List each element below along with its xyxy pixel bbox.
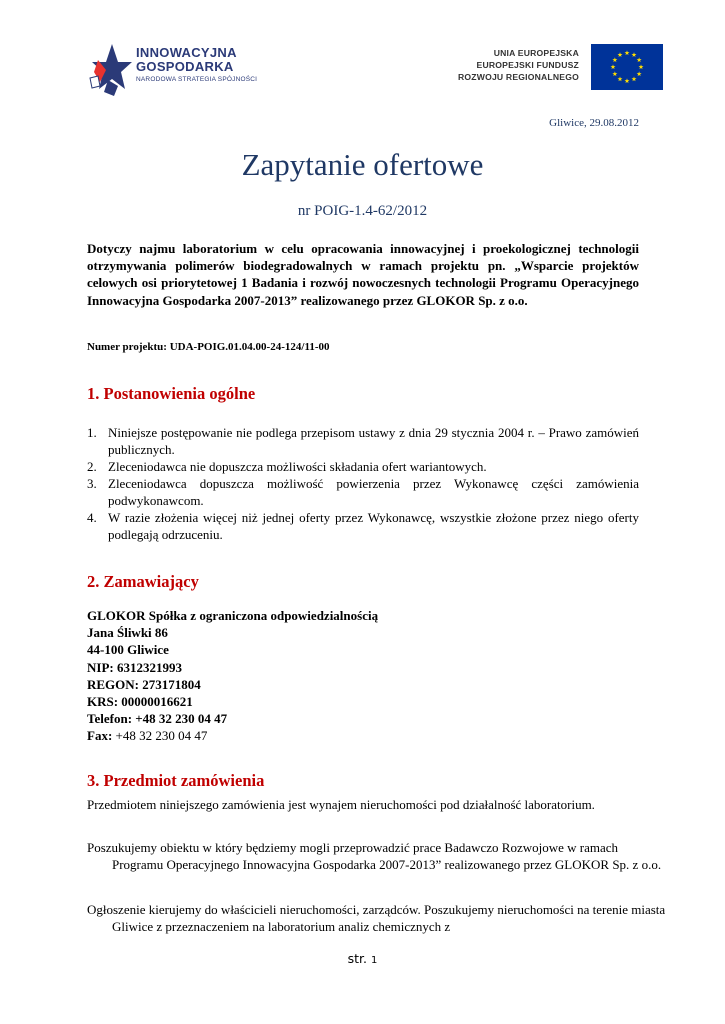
subject-paragraph: Ogłoszenie kierujemy do właścicieli nieruchomości, zarządców. Poszukujemy nieruchomości na terenie miasta Gliwice z przeznaczeniem na laboratorium analiz chemicznych z [87, 902, 666, 934]
list-item-number: 3. [87, 476, 97, 491]
phone-number: Telefon: +48 32 230 04 47 [87, 711, 228, 727]
eu-flag-icon [591, 44, 663, 90]
eu-star-icon [637, 57, 642, 62]
page-title: Zapytanie ofertowe [241, 147, 484, 182]
document-date: Gliwice, 29.08.2012 [549, 117, 639, 129]
list-item-text: Zleceniodawca dopuszcza możliwość powierzenia przez Wykonawcę części zamówienia podwykonawcom. [108, 476, 639, 508]
general-provisions-list [87, 424, 639, 543]
document-number: nr POIG-1.4-62/2012 [297, 203, 428, 219]
project-number: Numer projektu: UDA-POIG.01.04.00-24-124/11-00 [87, 341, 330, 353]
regon-number: REGON: 273171804 [87, 676, 201, 692]
page-footer [0, 951, 725, 966]
eu-star-icon [632, 52, 637, 57]
eu-star-icon [618, 52, 623, 57]
eu-star-icon [625, 78, 630, 83]
list-item-text: Niniejsze postępowanie nie podlega przepisom ustawy z dnia 29 stycznia 2004 r. – Prawo zamówień publicznych. [108, 425, 639, 457]
list-item-text: Zleceniodawca nie dopuszcza możliwości składania ofert wariantowych. [108, 459, 487, 474]
page-label: str. [347, 951, 368, 966]
list-item [87, 424, 639, 458]
innowacyjna-gospodarka-logo [88, 42, 263, 98]
fax-value: +48 32 230 04 47 [112, 728, 208, 744]
eu-star-icon [637, 71, 642, 76]
eu-star-icon [611, 64, 616, 69]
contact-block [87, 607, 378, 745]
subject-paragraph: Przedmiotem niniejszego zamówienia jest wynajem nieruchomości pod działalność laboratorium. [87, 797, 595, 812]
section-heading-ordering-party: 2. Zamawiający [87, 572, 199, 591]
nip-number: NIP: 6312321993 [87, 659, 182, 675]
list-item-number: 4. [87, 510, 97, 525]
list-item-number: 1. [87, 425, 97, 440]
eu-logo [438, 44, 663, 90]
list-item [87, 458, 639, 475]
list-item [87, 509, 639, 543]
section-heading-subject: 3. Przedmiot zamówienia [87, 771, 265, 790]
ig-star-icon [88, 42, 134, 98]
company-name: GLOKOR Spółka z ograniczona odpowiedzialnością [87, 608, 379, 623]
list-item-text: W razie złożenia więcej niż jednej oferty przez Wykonawcę, wszystkie złożone przez niego oferty podlegają odrzuceniu. [108, 510, 639, 542]
eu-star-icon [612, 71, 617, 76]
fax-label: Fax: [87, 728, 113, 744]
intro-paragraph: Dotyczy najmu laboratorium w celu opracowania innowacyjnej i proekologicznej technologii otrzymywania polimerów biodegradowalnych w ramach projektu pn. „Wsparcie projektów celowych osi priorytetowej 1 Badania i rozwój nowoczesnych technologii Programu Operacyjnego Innowacyjna Gospodarka 2007-2013” realizowanego przez GLOKOR Sp. z o.o. [87, 241, 639, 308]
city-address: 44-100 Gliwice [87, 642, 169, 658]
section-heading-general: 1. Postanowienia ogólne [87, 384, 256, 403]
list-item [87, 475, 639, 509]
subject-paragraph: Poszukujemy obiektu w który będziemy mogli przeprowadzić prace Badawczo Rozwojowe w ramach Programu Operacyjnego Innowacyjna Gospodarka 2007-2013” realizowanego przez GLOKOR Sp. z o.o. [87, 840, 662, 872]
eu-star-icon [612, 57, 617, 62]
eu-star-icon [632, 77, 637, 82]
page-number: 1 [371, 955, 378, 966]
eu-star-icon [625, 50, 630, 55]
eu-logo-line1: UNIA EUROPEJSKA [493, 48, 579, 58]
eu-logo-line3: ROZWOJU REGIONALNEGO [458, 72, 579, 82]
krs-number: KRS: 00000016621 [87, 694, 193, 710]
ig-logo-line2: GOSPODARKA [136, 59, 234, 74]
eu-logo-line2: EUROPEJSKI FUNDUSZ [476, 60, 579, 70]
ig-logo-line1: INNOWACYJNA [136, 45, 237, 60]
street-address: Jana Śliwki 86 [87, 625, 168, 641]
fax-number [87, 727, 378, 744]
ig-logo-line3: NARODOWA STRATEGIA SPÓJNOŚCI [136, 76, 258, 83]
list-item-number: 2. [87, 459, 97, 474]
eu-star-icon [639, 64, 644, 69]
eu-star-icon [618, 77, 623, 82]
